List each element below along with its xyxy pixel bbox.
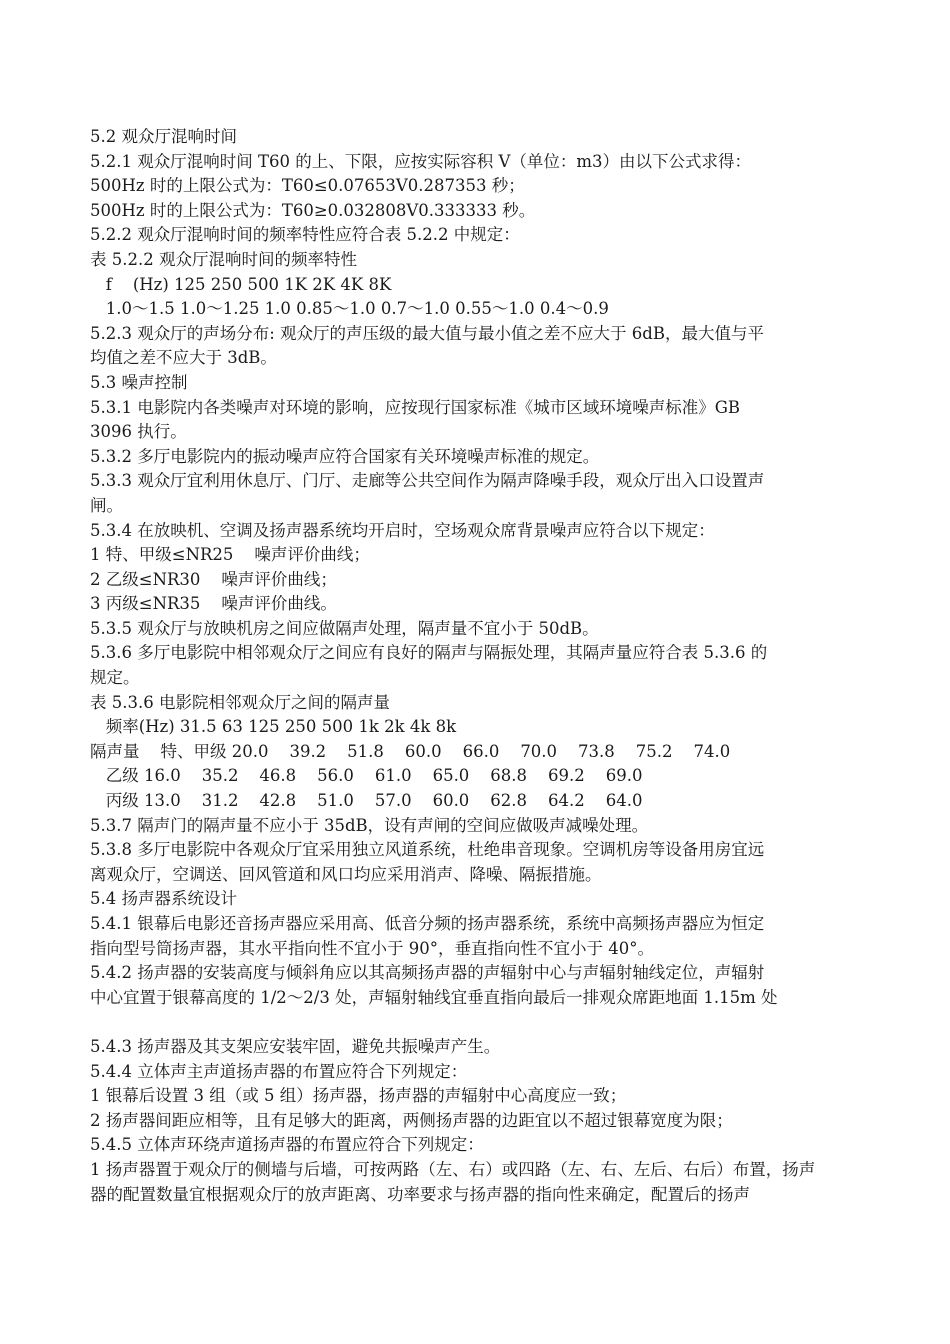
formula-line: 500Hz 时的上限公式为：T60≤0.07653V0.287353 秒； xyxy=(90,176,525,196)
paragraph-line: 均值之差不应大于 3dB。 xyxy=(90,348,277,368)
paragraph-line: 5.2.1 观众厅混响时间 T60 的上、下限，应按实际容积 V（单位：m3）由以下公式求得： xyxy=(90,151,752,171)
paragraph-line: 5.3.1 电影院内各类噪声对环境的影响，应按现行国家标准《城市区域环境噪声标准》GB xyxy=(90,397,741,417)
table-row: 乙级 16.0 35.2 46.8 56.0 61.0 65.0 68.8 69.2 69.0 xyxy=(90,766,643,786)
paragraph-line: 5.2.3 观众厅的声场分布: 观众厅的声压级的最大值与最小值之差不应大于 6dB，最大值与平 xyxy=(90,323,764,343)
paragraph-line: 3096 执行。 xyxy=(90,422,187,442)
paragraph-line: 指向型号筒扬声器，其水平指向性不宜小于 90°，垂直指向性不宜小于 40°。 xyxy=(90,938,654,958)
paragraph-line: 中心宜置于银幕高度的 1/2～2/3 处，声辐射轴线宜垂直指向最后一排观众席距地面 1.15m 处 xyxy=(90,987,778,1007)
paragraph-line: 5.2.2 观众厅混响时间的频率特性应符合表 5.2.2 中规定： xyxy=(90,225,520,245)
paragraph-line: 5.4.5 立体声环绕声道扬声器的布置应符合下列规定： xyxy=(90,1135,484,1155)
paragraph-line: 5.4.3 扬声器及其支架应安装牢固，避免共振噪声产生。 xyxy=(90,1036,501,1056)
paragraph-line: 5.3.2 多厅电影院内的振动噪声应符合国家有关环境噪声标准的规定。 xyxy=(90,446,600,466)
list-item: 2 扬声器间距应相等，且有足够大的距离，两侧扬声器的边距宜以不超过银幕宽度为限； xyxy=(90,1110,733,1130)
paragraph-line: 5.3.6 多厅电影院中相邻观众厅之间应有良好的隔声与隔振处理，其隔声量应符合表 5.3.6 的 xyxy=(90,643,768,663)
paragraph-line: 5.3.3 观众厅宜利用休息厅、门厅、走廊等公共空间作为隔声降噪手段，观众厅出入口设置声 xyxy=(90,471,765,491)
paragraph-line: 5.3.7 隔声门的隔声量不应小于 35dB，设有声闸的空间应做吸声减噪处理。 xyxy=(90,815,649,835)
paragraph-line: 5.3.5 观众厅与放映机房之间应做隔声处理，隔声量不宜小于 50dB。 xyxy=(90,618,599,638)
table-row: 丙级 13.0 31.2 42.8 51.0 57.0 60.0 62.8 64.2 64.0 xyxy=(90,791,643,811)
paragraph-line: 5.4.1 银幕后电影还音扬声器应采用高、低音分频的扬声器系统，系统中高频扬声器应为恒定 xyxy=(90,914,765,933)
formula-line: 500Hz 时的上限公式为：T60≥0.032808V0.333333 秒。 xyxy=(90,200,536,220)
paragraph-line: 规定。 xyxy=(90,668,140,688)
section-heading-5-3: 5.3 噪声控制 xyxy=(90,372,188,392)
table-row: 频率(Hz) 31.5 63 125 250 500 1k 2k 4k 8k xyxy=(90,717,457,737)
table-row: 1.0～1.5 1.0～1.25 1.0 0.85～1.0 0.7～1.0 0.55～1.0 0.4～0.9 xyxy=(90,299,609,319)
table-caption: 表 5.3.6 电影院相邻观众厅之间的隔声量 xyxy=(90,692,390,712)
paragraph-line: 离观众厅，空调送、回风管道和风口均应采用消声、降噪、隔振措施。 xyxy=(90,864,602,884)
list-item: 2 乙级≤NR30 噪声评价曲线； xyxy=(90,569,337,589)
paragraph-line: 5.3.4 在放映机、空调及扬声器系统均开启时，空场观众席背景噪声应符合以下规定： xyxy=(90,520,715,540)
paragraph-line: 闸。 xyxy=(90,495,123,515)
section-heading-5-4: 5.4 扬声器系统设计 xyxy=(90,889,237,909)
list-item: 3 丙级≤NR35 噪声评价曲线。 xyxy=(90,594,337,614)
document-body xyxy=(90,125,865,1207)
section-heading-5-2: 5.2 观众厅混响时间 xyxy=(90,127,237,146)
list-item: 1 扬声器置于观众厅的侧墙与后墙，可按两路（左、右）或四路（左、右、左后、右后）布置，扬声 xyxy=(90,1159,816,1179)
paragraph-line: 5.3.8 多厅电影院中各观众厅宜采用独立风道系统，杜绝串音现象。空调机房等设备用房宜远 xyxy=(90,840,765,860)
table-caption: 表 5.2.2 观众厅混响时间的频率特性 xyxy=(90,249,357,269)
paragraph-line: 器的配置数量宜根据观众厅的放声距离、功率要求与扬声器的指向性来确定，配置后的扬声 xyxy=(90,1184,750,1204)
paragraph-line: 5.4.2 扬声器的安装高度与倾斜角应以其高频扬声器的声辐射中心与声辐射轴线定位，声辐射 xyxy=(90,963,765,983)
table-row: f (Hz) 125 250 500 1K 2K 4K 8K xyxy=(90,274,392,294)
blank-line xyxy=(90,1010,865,1035)
paragraph-line: 5.4.4 立体声主声道扬声器的布置应符合下列规定： xyxy=(90,1061,468,1081)
table-row: 隔声量 特、甲级 20.0 39.2 51.8 60.0 66.0 70.0 73.8 75.2 74.0 xyxy=(90,741,731,761)
list-item: 1 特、甲级≤NR25 噪声评价曲线； xyxy=(90,545,370,565)
list-item: 1 银幕后设置 3 组（或 5 组）扬声器，扬声器的声辐射中心高度应一致； xyxy=(90,1086,627,1106)
